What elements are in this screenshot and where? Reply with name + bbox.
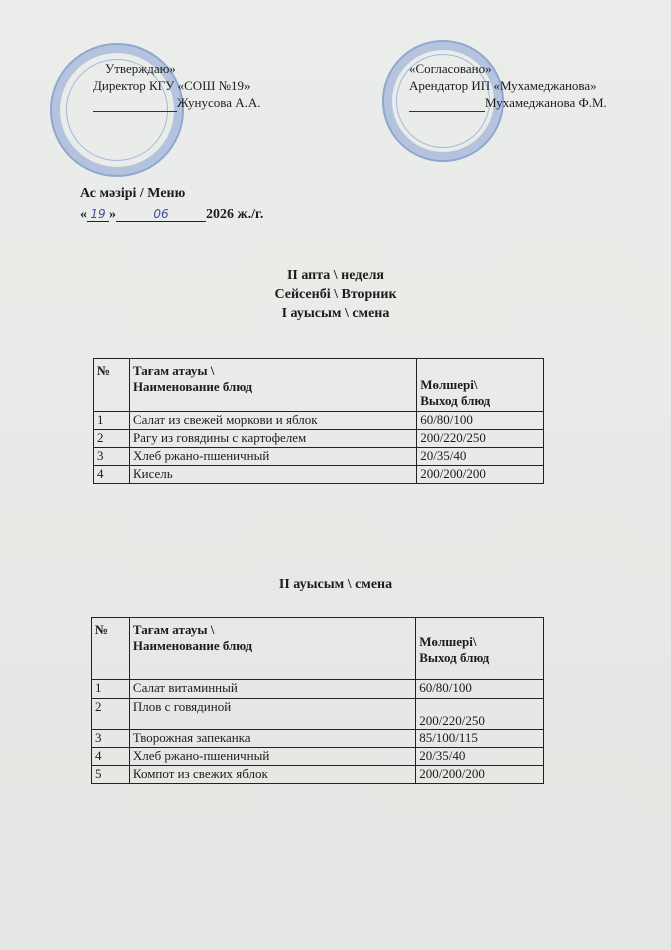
approval-right-position: Арендатор ИП «Мухамеджанова» — [409, 78, 597, 93]
row-portion: 60/80/100 — [417, 412, 544, 430]
row-portion: 20/35/40 — [416, 748, 544, 766]
row-dish: Салат витаминный — [129, 680, 415, 699]
header-dish-name — [129, 618, 415, 680]
header-num: № — [94, 359, 130, 412]
row-num: 4 — [92, 748, 130, 766]
approval-right-title: «Согласовано» — [409, 61, 492, 76]
row-num: 2 — [92, 699, 130, 730]
table-row — [92, 730, 544, 748]
menu-date — [80, 207, 263, 223]
approval-right-name: Мухамеджанова Ф.М. — [485, 95, 607, 110]
approval-left-signature — [93, 94, 261, 112]
row-portion: 200/220/250 — [416, 699, 544, 730]
shift2-menu-table — [91, 617, 544, 784]
header-portion-ru: Выход блюд — [419, 650, 490, 665]
date-year: 2026 ж./г. — [206, 207, 264, 222]
row-dish: Плов с говядиной — [129, 699, 415, 730]
row-portion: 60/80/100 — [416, 680, 544, 699]
row-dish: Кисель — [129, 466, 416, 484]
header-dish-name-ru: Наименование блюд — [132, 638, 253, 653]
row-num: 1 — [94, 412, 130, 430]
menu-title: Ас мәзірі / Меню — [80, 186, 186, 201]
table-row — [94, 430, 544, 448]
table-row — [92, 748, 544, 766]
row-dish: Хлеб ржано-пшеничный — [129, 748, 415, 766]
table-header-row — [92, 618, 544, 680]
row-num: 1 — [92, 680, 130, 699]
table-row — [94, 412, 544, 430]
date-month: 06 — [116, 207, 206, 222]
header-dish-name-kz: Тағам атауы \ — [132, 622, 215, 637]
header-portion-kz: Мөлшері\ — [419, 634, 477, 649]
row-portion: 85/100/115 — [416, 730, 544, 748]
shift1-menu-table — [93, 358, 544, 484]
header-dish-name — [129, 359, 416, 412]
date-day: 19 — [87, 207, 109, 222]
row-num: 4 — [94, 466, 130, 484]
shift2-heading: II ауысым \ смена — [278, 577, 393, 592]
row-num: 3 — [92, 730, 130, 748]
table-row — [94, 466, 544, 484]
date-open-quote: « — [80, 207, 87, 222]
header-dish-name-kz: Тағам атауы \ — [132, 363, 215, 378]
row-portion: 200/220/250 — [417, 430, 544, 448]
approval-right-signature — [409, 94, 607, 112]
row-dish: Рагу из говядины с картофелем — [129, 430, 416, 448]
header-dish-name-ru: Наименование блюд — [132, 379, 253, 394]
row-num: 5 — [92, 766, 130, 784]
row-portion: 200/200/200 — [416, 766, 544, 784]
table-row — [92, 699, 544, 730]
table-row — [92, 766, 544, 784]
row-dish: Хлеб ржано-пшеничный — [129, 448, 416, 466]
approval-left-title: Утверждаю» — [105, 61, 176, 76]
header-portion-ru: Выход блюд — [420, 393, 491, 408]
row-dish: Компот из свежих яблок — [129, 766, 415, 784]
row-portion: 200/200/200 — [417, 466, 544, 484]
day-heading: Сейсенбі \ Вторник — [274, 287, 397, 302]
approval-left-position: Директор КГУ «СОШ №19» — [93, 78, 251, 93]
row-portion: 20/35/40 — [417, 448, 544, 466]
week-heading: II апта \ неделя — [286, 268, 385, 283]
row-dish: Салат из свежей моркови и яблок — [129, 412, 416, 430]
table-row — [94, 448, 544, 466]
approval-left-name: Жунусова А.А. — [177, 95, 261, 110]
header-portion — [416, 618, 544, 680]
row-num: 2 — [94, 430, 130, 448]
shift1-heading: I ауысым \ смена — [281, 306, 390, 321]
table-header-row — [94, 359, 544, 412]
row-dish: Творожная запеканка — [129, 730, 415, 748]
date-close-quote: » — [109, 207, 116, 222]
row-num: 3 — [94, 448, 130, 466]
header-num: № — [92, 618, 130, 680]
table-row — [92, 680, 544, 699]
header-portion — [417, 359, 544, 412]
header-portion-kz: Мөлшері\ — [420, 377, 478, 392]
